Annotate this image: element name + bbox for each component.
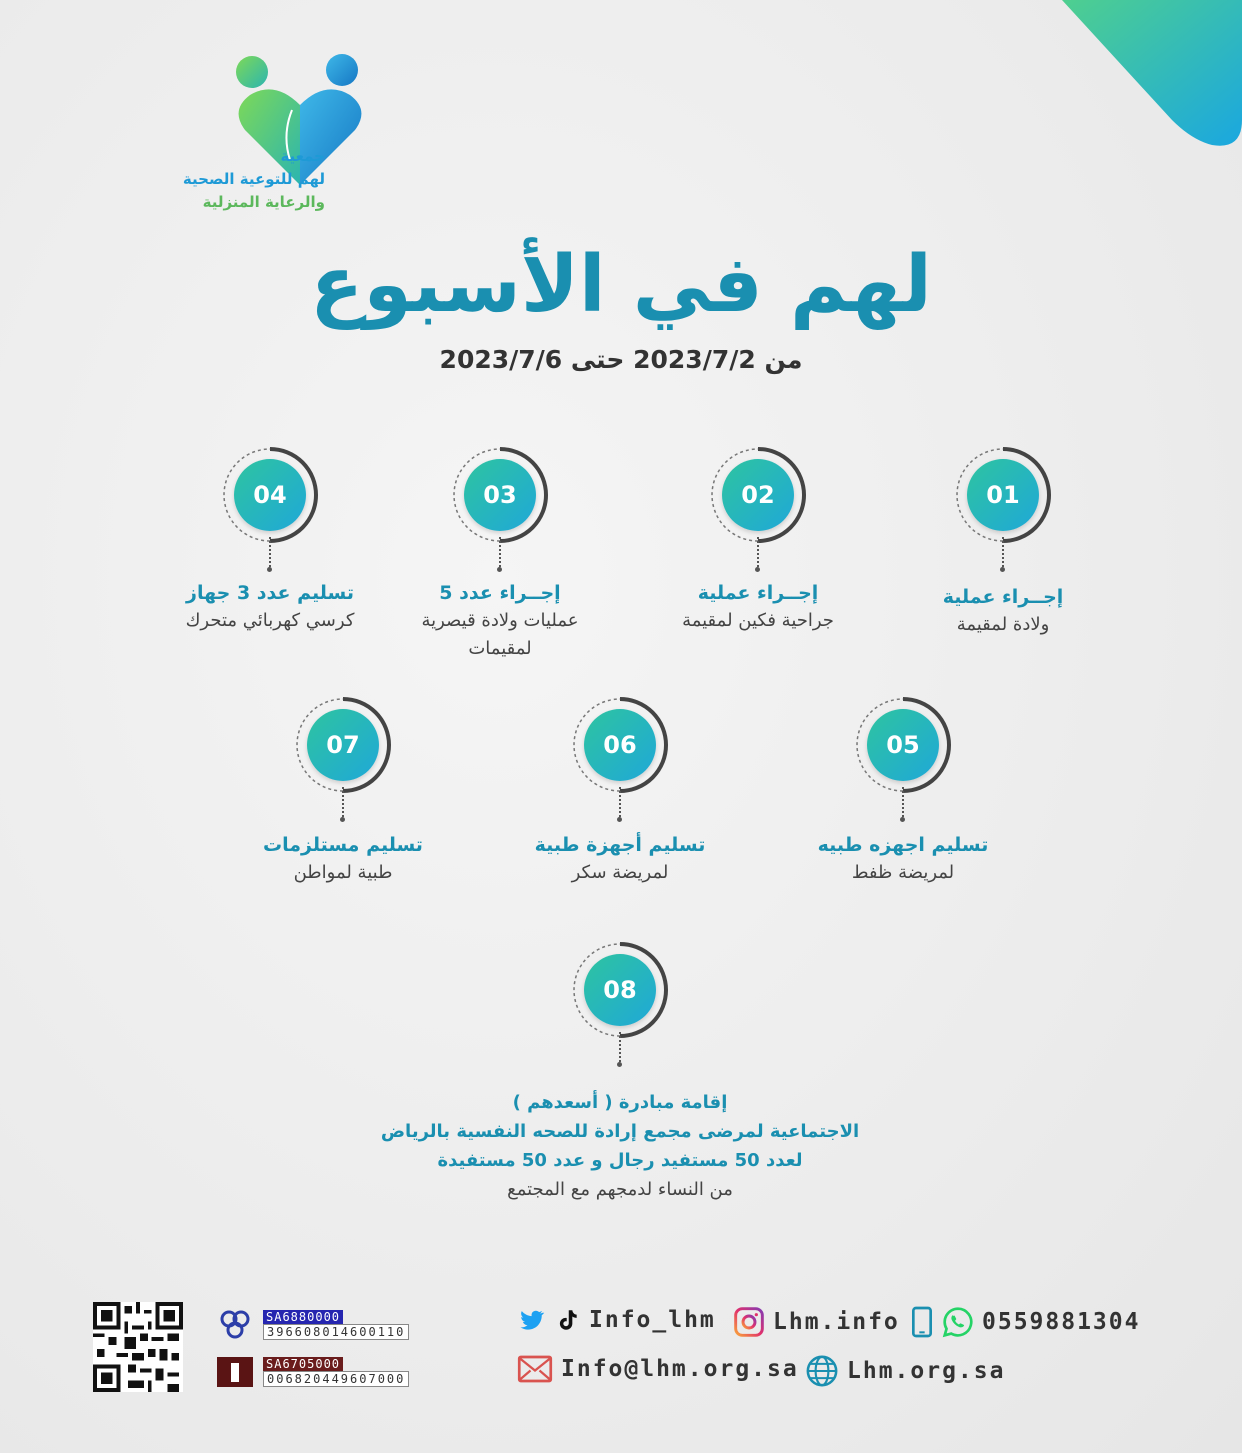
item-06 (490, 695, 750, 955)
email-address: Info@lhm.org.sa (561, 1356, 799, 1382)
connector-dot (497, 567, 502, 572)
account-number[interactable]: 396608014600110 (263, 1324, 409, 1340)
iban-label: SA6880000 (263, 1310, 343, 1325)
connector (619, 787, 623, 821)
item-number: 06 (584, 709, 656, 781)
item-text: لمقيمات (468, 638, 532, 659)
twitter-handle: Info_lhm (589, 1307, 716, 1333)
whatsapp-icon (942, 1306, 974, 1338)
connector-dot (617, 817, 622, 822)
item-number: 02 (722, 459, 794, 531)
connector (269, 537, 273, 571)
bank-account-1 (215, 1305, 409, 1345)
item-heading: تسليم مستلزمات (263, 834, 423, 856)
connector-dot (340, 817, 345, 822)
social-instagram[interactable] (733, 1306, 900, 1338)
instagram-icon (733, 1306, 765, 1338)
item-text: طبية لمواطن (293, 862, 393, 883)
logo-line-2: لهم للتوعية الصحية (182, 170, 325, 188)
connector (1002, 537, 1006, 571)
connector (619, 1032, 623, 1066)
logo (90, 45, 380, 211)
connector (757, 537, 761, 571)
item-heading-line: إقامة مبادرة ( أسعدهم ) (512, 1092, 728, 1113)
item-heading: تسليم اجهزه طبيه (817, 834, 989, 856)
connector-dot (900, 817, 905, 822)
contact-email[interactable] (517, 1354, 799, 1384)
instagram-handle: Lhm.info (773, 1309, 900, 1335)
item-heading-line: الاجتماعية لمرضى مجمع إرادة للصحه النفسية بالرياض (380, 1121, 860, 1142)
item-heading: إجــراء عملية (697, 582, 819, 604)
item-08 (490, 940, 750, 1080)
qr-code[interactable] (92, 1302, 184, 1392)
item-number: 03 (464, 459, 536, 531)
connector (342, 787, 346, 821)
item-01 (873, 445, 1133, 705)
logo-line-3: والرعاية المنزلية (202, 193, 325, 211)
contact-website[interactable] (805, 1354, 1005, 1388)
item-heading: إجــراء عملية (942, 586, 1064, 608)
bank-rings-icon (215, 1307, 255, 1343)
globe-icon (805, 1354, 839, 1388)
mobile-phone-icon (910, 1306, 934, 1338)
item-text: عمليات ولادة قيصرية (421, 610, 579, 631)
website-url: Lhm.org.sa (847, 1358, 1006, 1384)
item-text: جراحية فكين لمقيمة (682, 610, 834, 631)
iban-label: SA6705000 (263, 1357, 343, 1372)
item-04 (140, 445, 400, 705)
item-text: كرسي كهربائي متحرك (185, 610, 355, 631)
email-icon (517, 1354, 553, 1384)
corner-decoration (1032, 0, 1242, 150)
tiktok-icon (555, 1306, 581, 1334)
item-02 (628, 445, 888, 705)
social-twitter-tiktok[interactable] (515, 1306, 716, 1334)
connector-dot (755, 567, 760, 572)
page-title: لهم في الأسبوع (310, 240, 932, 330)
item-text: لمريضة سكر (571, 862, 669, 883)
date-range: من 2023/7/2 حتى 2023/7/6 (439, 345, 803, 374)
item-heading-line: لعدد 50 مستفيد رجال و عدد 50 مستفيدة (437, 1150, 803, 1171)
item-number: 05 (867, 709, 939, 781)
logo-line-1: جمعية (280, 147, 325, 165)
bank-account-2 (215, 1352, 409, 1392)
item-text: من النساء لدمجهم مع المجتمع (507, 1179, 733, 1200)
contact-phone[interactable] (910, 1306, 1140, 1338)
item-number: 08 (584, 954, 656, 1026)
connector-dot (267, 567, 272, 572)
item-text: لمريضة ظفط (851, 862, 955, 883)
connector-dot (617, 1062, 622, 1067)
item-03 (370, 445, 630, 705)
item-heading: تسليم عدد 3 جهاز (186, 582, 354, 604)
item-number: 04 (234, 459, 306, 531)
connector (499, 537, 503, 571)
item-heading: إجــراء عدد 5 (439, 582, 561, 604)
item-number: 07 (307, 709, 379, 781)
phone-number: 0559881304 (982, 1309, 1141, 1335)
account-number[interactable]: 006820449607000 (263, 1371, 409, 1387)
item-08-caption (300, 1088, 940, 1204)
item-text: ولادة لمقيمة (956, 614, 1050, 635)
item-heading: تسليم أجهزة طبية (534, 834, 706, 856)
item-07 (213, 695, 473, 955)
logo-text (150, 145, 325, 214)
item-number: 01 (967, 459, 1039, 531)
connector (902, 787, 906, 821)
connector-dot (1000, 567, 1005, 572)
bank-block-icon (215, 1354, 255, 1390)
twitter-icon (515, 1306, 547, 1334)
item-05 (773, 695, 1033, 955)
